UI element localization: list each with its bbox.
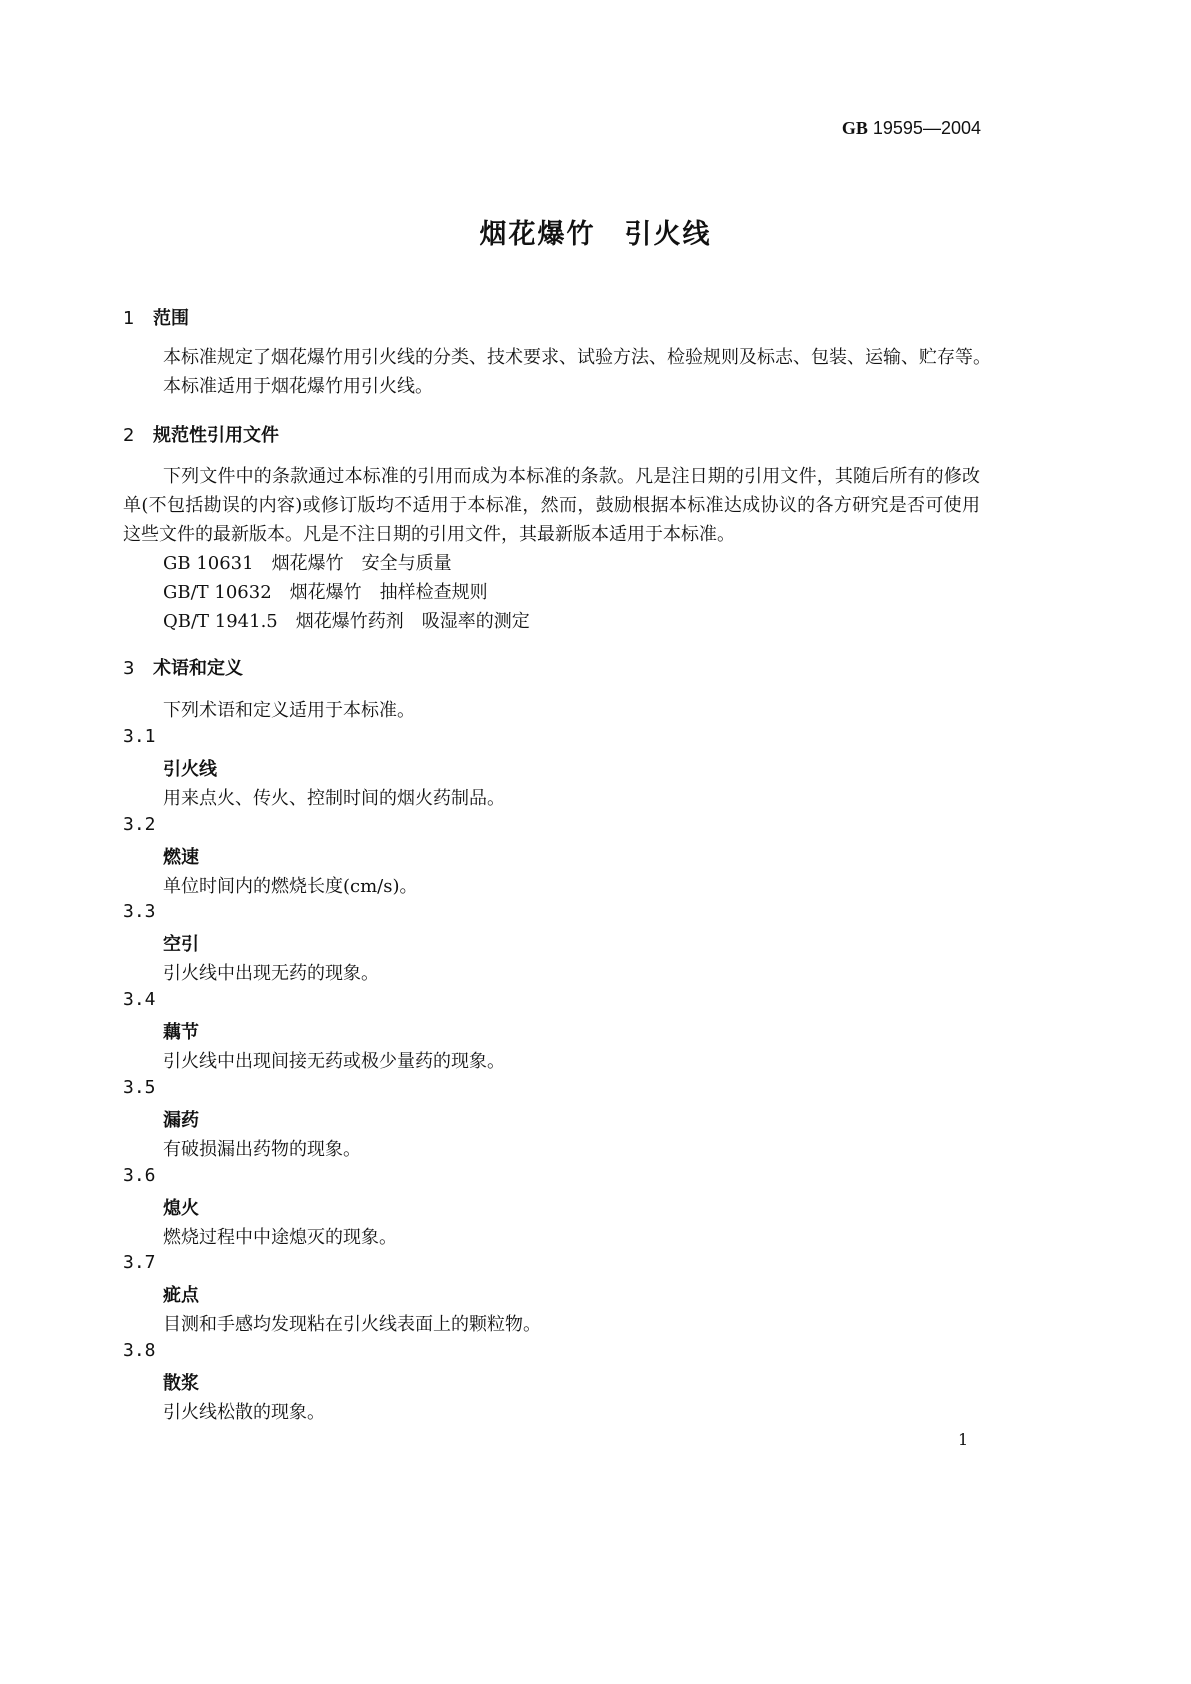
reference-item: GB 10631 烟花爆竹 安全与质量 [163,553,452,574]
document-title: 烟花爆竹 引火线 [479,219,712,250]
term-number: 3.6 [123,1164,156,1186]
term-name: 漏药 [163,1109,199,1131]
reference-item: QB/T 1941.5 烟花爆竹药剂 吸湿率的测定 [163,611,530,632]
term-name: 散浆 [163,1372,199,1394]
term-definition: 引火线松散的现象。 [163,1401,325,1423]
term-number: 3.8 [123,1339,156,1361]
paragraph: 本标准适用于烟花爆竹用引火线。 [163,376,433,397]
term-name: 疵点 [163,1285,199,1307]
term-definition: 有破损漏出药物的现象。 [163,1138,361,1160]
standard-code: GB 19595—2004 [841,118,981,138]
term-definition: 引火线中出现无药的现象。 [163,963,379,985]
paragraph: 下列文件中的条款通过本标准的引用而成为本标准的条款。凡是注日期的引用文件，其随后所有的修改单(不包括勘误的内容)或修订版均不适用于本标准，然而，鼓励根据本标准达成协议的各方研究是否可使用这些文件的最新版本。凡是不注日期的引用文件，其最新版本适用于本标准。 [123,466,980,545]
term-definition: 用来点火、传火、控制时间的烟火药制品。 [163,788,505,809]
term-definition: 单位时间内的燃烧长度(cm/s)。 [163,875,418,897]
paragraph: 下列术语和定义适用于本标准。 [163,700,415,721]
term-definition: 目测和手感均发现粘在引火线表面上的颗粒物。 [163,1314,541,1336]
term-definition: 引火线中出现间接无药或极少量药的现象。 [163,1051,505,1073]
term-name: 藕节 [163,1022,199,1044]
reference-item: GB/T 10632 烟花爆竹 抽样检查规则 [163,582,488,603]
term-name: 熄火 [163,1197,199,1219]
term-number: 3.2 [123,813,156,835]
term-name: 空引 [163,934,199,956]
term-number: 3.4 [123,989,156,1011]
page-number: 1 [958,1430,969,1449]
term-name: 引火线 [163,759,217,780]
term-number: 3.5 [123,1076,156,1098]
term-number: 3.1 [123,726,156,747]
section-heading-normative-references: 2 规范性引用文件 [123,425,279,446]
section-heading-terms: 3 术语和定义 [123,658,243,679]
term-definition: 燃烧过程中中途熄灭的现象。 [163,1226,397,1248]
section-heading-scope: 1 范围 [123,308,189,329]
term-number: 3.3 [123,901,156,923]
term-number: 3.7 [123,1252,156,1274]
paragraph: 本标准规定了烟花爆竹用引火线的分类、技术要求、试验方法、检验规则及标志、包装、运输、贮存等。 [163,347,991,368]
term-name: 燃速 [163,846,199,868]
